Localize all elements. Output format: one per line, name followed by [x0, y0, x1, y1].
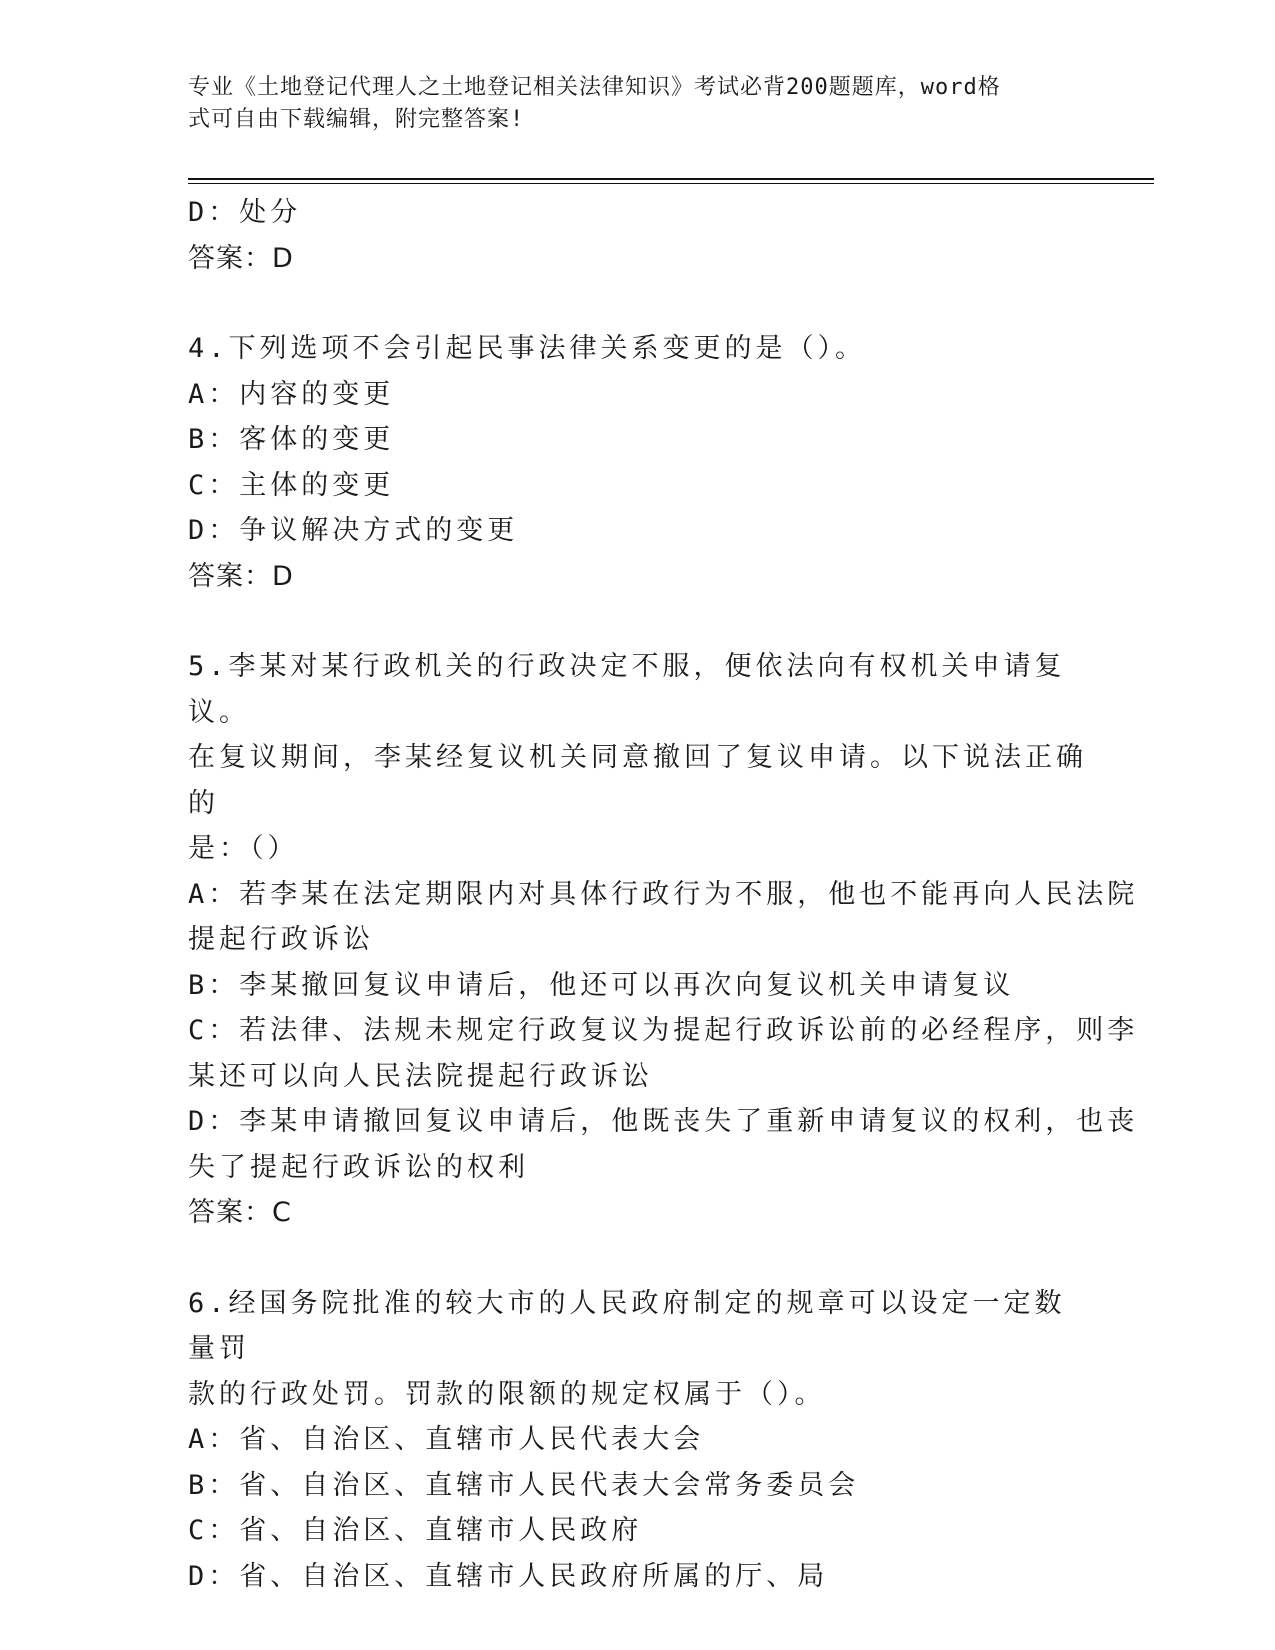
spacer — [188, 1236, 1088, 1281]
q5-option-d-line-2: 失了提起行政诉讼的权利 — [188, 1151, 529, 1183]
header-rule-thin — [188, 183, 1154, 184]
q6-option-c: C：省、自治区、直辖市人民政府 — [188, 1515, 643, 1546]
q5-option-d-line-1: D：李某申请撤回复议申请后，他既丧失了重新申请复议的权利，也丧 — [188, 1106, 1139, 1137]
q4-option-d: D：争议解决方式的变更 — [188, 515, 519, 546]
page-header — [188, 72, 1068, 136]
q5-option-c-line-1: C：若法律、法规未规定行政复议为提起行政诉讼前的必经程序，则李 — [188, 1015, 1139, 1046]
question-content — [188, 190, 1139, 1599]
q5-option-a-line-2: 提起行政诉讼 — [188, 924, 374, 955]
question-4 — [188, 326, 1088, 599]
header-line-1: 专业《土地登记代理人之土地登记相关法律知识》考试必背200题题库，word格 — [188, 75, 1001, 100]
q5-stem-line-1: 5.李某对某行政机关的行政决定不服，便依法向有权机关申请复议。 — [188, 651, 1066, 728]
q3-option-d: D：处分 — [188, 197, 302, 228]
q5-stem-line-3: 是：（） — [188, 833, 299, 864]
q5-option-b: B：李某撤回复议申请后，他还可以再次向复议机关申请复议 — [188, 969, 1015, 1001]
header-rule-thick — [188, 178, 1154, 180]
q5-option-c-line-2: 某还可以向人民法院提起行政诉讼 — [188, 1060, 653, 1092]
question-6 — [188, 1281, 1088, 1600]
q5-stem-line-2: 在复议期间，李某经复议机关同意撤回了复议申请。以下说法正确的 — [188, 742, 1087, 819]
q6-option-d: D：省、自治区、直辖市人民政府所属的厅、局 — [188, 1560, 829, 1592]
spacer — [188, 599, 1088, 644]
q6-option-b: B：省、自治区、直辖市人民代表大会常务委员会 — [188, 1469, 860, 1501]
q5-option-a-line-1: A：若李某在法定期限内对具体行政行为不服，他也不能再向人民法院 — [188, 878, 1139, 910]
q4-option-a: A：内容的变更 — [188, 378, 395, 410]
q4-option-c: C：主体的变更 — [188, 469, 395, 501]
q4-option-b: B：客体的变更 — [188, 424, 395, 455]
header-line-2: 式可自由下载编辑，附完整答案! — [188, 107, 525, 132]
question-5 — [188, 644, 1139, 1236]
q4-stem: 4.下列选项不会引起民事法律关系变更的是（）。 — [188, 333, 867, 364]
q3-answer: 答案：D — [188, 242, 294, 274]
q5-answer: 答案：C — [188, 1197, 292, 1228]
q4-answer: 答案：D — [188, 560, 294, 592]
spacer — [188, 281, 1088, 326]
q6-option-a: A：省、自治区、直辖市人民代表大会 — [188, 1424, 705, 1455]
q6-stem-line-2: 款的行政处罚。罚款的限额的规定权属于（）。 — [188, 1378, 826, 1410]
q6-stem-line-1: 6.经国务院批准的较大市的人民政府制定的规章可以设定一定数量罚 — [188, 1287, 1066, 1364]
